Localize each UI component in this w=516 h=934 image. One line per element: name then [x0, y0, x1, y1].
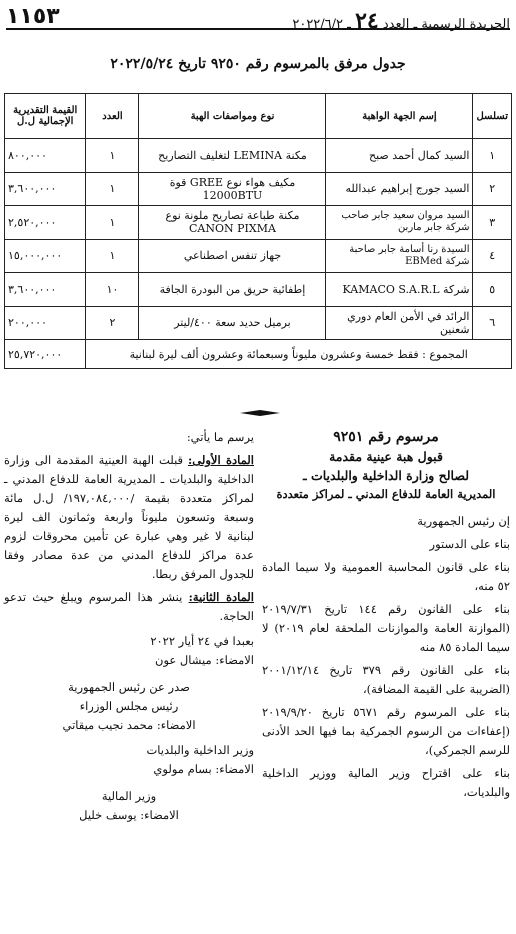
preamble-line: بناء على القانون رقم ٣٧٩ تاريخ ٢٠٠١/١٢/١٤ (الضريبة على القيمة المضافة)،: [262, 663, 510, 696]
cell-type: مكنة LEMINA لتغليف التصاريح: [139, 139, 326, 173]
cell-seq: ٥: [473, 273, 512, 307]
article-2-label: المادة الثانية:: [188, 590, 254, 604]
article-2-text: ينشر هذا المرسوم ويبلغ حيث تدعو الحاجة.: [4, 590, 254, 623]
table-total-row: [5, 340, 512, 369]
preamble-line: إن رئيس الجمهورية: [417, 514, 510, 528]
preamble-line: بناء على القانون رقم ١٤٤ تاريخ ٢٠١٩/٧/٣١ (الموازنة العامة والموازنات الملحقة لعام ٢٠١٩) لا سيما المادة ٨٥ منه: [262, 602, 511, 654]
cell-donor: السيد جورج إبراهيم عبدالله: [326, 172, 473, 206]
page-header: [6, 4, 510, 34]
cell-seq: ١: [473, 139, 512, 173]
article-2: [4, 588, 254, 626]
header-rule: [6, 28, 510, 30]
total-text: المجموع : فقط خمسة وعشرون مليوناً وسبعمائة وعشرون ألف ليرة لبنانية: [86, 340, 512, 369]
table-row: [5, 172, 512, 206]
preamble-line: بناء على اقتراح وزير المالية ووزير الداخلية والبلديات،: [262, 766, 510, 799]
table-row: [5, 206, 512, 240]
cell-type: مكنة طباعة تصاريح ملونة نوع CANON PIXMA: [139, 206, 326, 240]
page-number: ١١٥٣: [6, 4, 60, 29]
president-signature: الامضاء: ميشال عون: [155, 653, 254, 667]
cell-count: ١: [86, 206, 139, 240]
signed-date: بعبدا في ٢٤ أيار ٢٠٢٢: [150, 634, 254, 648]
header-donor: إسم الجهة الواهبة: [326, 94, 473, 139]
preamble-line: بناء على الدستور: [429, 537, 510, 551]
cell-count: ١٠: [86, 273, 139, 307]
cell-donor: السيدة رنا أسامة جابر صاحبة شركة EBMed: [326, 239, 473, 273]
decrees-intro: يرسم ما يأتي:: [186, 430, 254, 444]
cell-value: ١٥,٠٠٠,٠٠٠: [5, 239, 86, 273]
header-seq: تسلسل: [473, 94, 512, 139]
finance-minister-title: وزير المالية: [101, 789, 157, 803]
cell-type: مكيف هواء نوع GREE قوة 12000BTU: [139, 172, 326, 206]
article-1-text: قبلت الهبة العينية المقدمة الى وزارة الداخلية والبلديات ـ المديرية العامة للدفاع المدني ـ لمراكز متعددة بقيمة /١٩٧,٠٨٤,٠٠٠/ ل.ل مائة وسبعة وتسعون مليوناً واربعة وثمانون الف ليرة لبنانية لا غير وهي عبارة عن تأمين محروقات لزوم عدة مراكز للدفاع المدني من عدة مصادر وفقا للجدول المرفق ربطا.: [4, 453, 254, 581]
cell-seq: ٦: [473, 306, 512, 340]
pm-title: رئيس مجلس الوزراء: [79, 699, 179, 713]
interior-minister-signature: الامضاء: بسام مولوي: [153, 762, 254, 776]
header-count: العدد: [86, 94, 139, 139]
cell-value: ٢٠٠,٠٠٠: [5, 306, 86, 340]
journal-info: [292, 8, 510, 34]
cell-type: جهاز تنفس اصطناعي: [139, 239, 326, 273]
cell-donor: السيد مروان سعيد جابر صاحب شركة جابر ماربن: [326, 206, 473, 240]
issue-number: ٢٤: [355, 8, 379, 34]
decree-title: مرسوم رقم ٩٢٥١: [333, 429, 439, 445]
total-value: ٢٥,٧٢٠,٠٠٠: [5, 340, 86, 369]
cell-type: برميل حديد سعة ٤٠٠/ليتر: [139, 306, 326, 340]
header-type: نوع ومواصفات الهبة: [139, 94, 326, 139]
cell-donor: الرائد في الأمن العام دوري شعنين: [326, 306, 473, 340]
decree-subtitle-1: قبول هبة عينية مقدمة: [329, 449, 443, 464]
cell-donor: السيد كمال أحمد صبح: [326, 139, 473, 173]
cell-count: ١: [86, 139, 139, 173]
cell-seq: ٢: [473, 172, 512, 206]
decree-subtitle-2: لصالح وزارة الداخلية والبلديات ـ: [302, 468, 470, 483]
article-1-label: المادة الأولى:: [188, 453, 254, 467]
issued-by: صدر عن رئيس الجمهورية: [68, 680, 190, 694]
cell-count: ١: [86, 172, 139, 206]
cell-value: ٣,٦٠٠,٠٠٠: [5, 172, 86, 206]
table-title: جدول مرفق بالمرسوم رقم ٩٢٥٠ تاريخ ٢٠٢٢/٥/٢٤: [110, 56, 406, 72]
article-1: [4, 451, 254, 584]
header-value: القيمة التقديرية الإجمالية ل.ل: [5, 94, 86, 139]
cell-seq: ٤: [473, 239, 512, 273]
interior-minister-title: وزير الداخلية والبلديات: [146, 743, 254, 757]
preamble-line: بناء على المرسوم رقم ٥٦٧١ تاريخ ٢٠١٩/٩/٢٠ (إعفاءات من الرسوم الجمركية بما فيها الحد الأدنى للرسم الجمركي)،: [262, 705, 510, 757]
decree-subtitle-3: المديرية العامة للدفاع المدني ـ لمراكز متعددة: [276, 487, 496, 501]
journal-name: الجريدة الرسمية ـ العدد: [382, 17, 510, 32]
cell-value: ٨٠٠,٠٠٠: [5, 139, 86, 173]
table-row: [5, 139, 512, 173]
pm-signature: الامضاء: محمد نجيب ميقاتي: [62, 718, 196, 732]
cell-count: ٢: [86, 306, 139, 340]
table-row: [5, 239, 512, 273]
cell-value: ٢,٥٢٠,٠٠٠: [5, 206, 86, 240]
finance-minister-signature: الامضاء: يوسف خليل: [79, 808, 179, 822]
section-divider: [240, 410, 280, 416]
table-row: [5, 306, 512, 340]
donations-table: [4, 93, 512, 369]
cell-type: إطفائية حريق من البودرة الجافة: [139, 273, 326, 307]
cell-value: ٣,٦٠٠,٠٠٠: [5, 273, 86, 307]
cell-donor: شركة KAMACO S.A.R.L: [326, 273, 473, 307]
cell-seq: ٣: [473, 206, 512, 240]
issue-date: ـ ٢٠٢٢/٦/٢: [292, 17, 351, 32]
decree-articles-column: [4, 428, 254, 825]
preamble-line: بناء على قانون المحاسبة العمومية ولا سيما المادة ٥٢ منه،: [262, 560, 510, 593]
decree-preamble-column: [262, 428, 510, 806]
table-header-row: [5, 94, 512, 139]
table-row: [5, 273, 512, 307]
cell-count: ١: [86, 239, 139, 273]
